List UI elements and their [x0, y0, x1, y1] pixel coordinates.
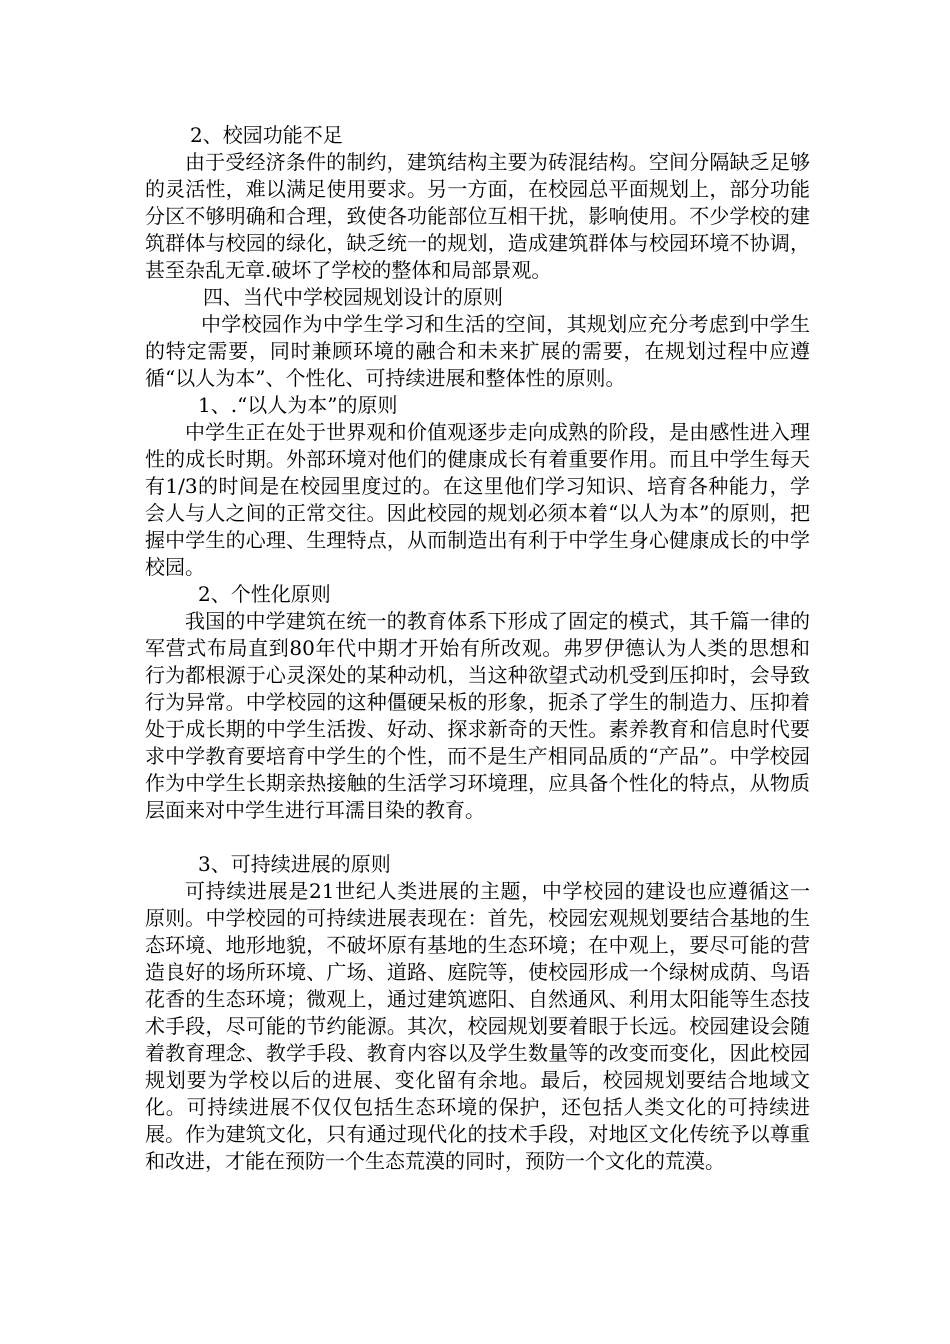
paragraph-campus-function: 由于受经济条件的制约，建筑结构主要为砖混结构。空间分隔缺乏足够的灵活性，难以满足使用要求。另一方面，在校园总平面规划上，部分功能分区不够明确和合理，致使各功能部位互相干扰，影响使用。不少学校的建筑群体与校园的绿化，缺乏统一的规划，造成建筑群体与校园环境不协调，甚至杂乱无章.破坏了学校的整体和局部景观。: [145, 150, 810, 282]
heading-campus-function: 2、校园功能不足: [190, 123, 343, 147]
paragraph-individuality: 我国的中学建筑在统一的教育体系下形成了固定的模式，其千篇一律的军营式布局直到80年代中期才开始有所改观。弗罗伊德认为人类的思想和行为都根源于心灵深处的某种动机，当这种欲望式动机受到压抑时，会导致行为异常。中学校园的这种僵硬呆板的形象，扼杀了学生的制造力、压抑着处于成长期的中学生活拨、好动、探求新奇的天性。素养教育和信息时代要求中学教育要培育中学生的个性，而不是生产相同品质的“产品”。中学校园作为中学生长期亲热接触的生活学习环境理，应具备个性化的特点，从物质层面来对中学生进行耳濡目染的教育。: [145, 609, 810, 822]
heading-people-oriented: 1、.“以人为本”的原则: [198, 393, 398, 417]
heading-sustainable: 3、可持续进展的原则: [198, 852, 391, 876]
paragraph-sustainable: 可持续进展是21世纪人类进展的主题，中学校园的建设也应遵循这一原则。中学校园的可持续进展表现在：首先，校园宏观规划要结合基地的生态环境、地形地貌，不破坏原有基地的生态环境；在中观上，要尽可能的营造良好的场所环境、广场、道路、庭院等，使校园形成一个绿树成荫、鸟语花香的生态环境；微观上，通过建筑遮阳、自然通风、利用太阳能等生态技术手段，尽可能的节约能源。其次，校园规划要着眼于长远。校园建设会随着教育理念、教学手段、教育内容以及学生数量等的改变而变化，因此校园规划要为学校以后的进展、变化留有余地。最后，校园规划要结合地域文化。可持续进展不仅仅包括生态环境的保护，还包括人类文化的可持续进展。作为建筑文化，只有通过现代化的技术手段，对地区文化传统予以尊重和改进，才能在预防一个生态荒漠的同时，预防一个文化的荒漠。: [145, 879, 810, 1173]
blank-line: [145, 824, 810, 851]
paragraph-people-oriented: 中学生正在处于世界观和价值观逐步走向成熟的阶段，是由感性进入理性的成长时期。外部环境对他们的健康成长有着重要作用。而且中学生每天有1/3的时间是在校园里度过的。在这里他们学习知识、培育各种能力，学会人与人之间的正常交往。因此校园的规划必须本着“以人为本”的原则，把握中学生的心理、生理特点，从而制造出有利于中学生身心健康成长的中学校园。: [145, 420, 810, 579]
heading-principles: 四、当代中学校园规划设计的原则: [203, 285, 503, 309]
paragraph-principles: 中学校园作为中学生学习和生活的空间，其规划应充分考虑到中学生的特定需要，同时兼顾环境的融合和未来扩展的需要，在规划过程中应遵循“以人为本”、个性化、可持续进展和整体性的原则。: [145, 312, 810, 390]
heading-individuality: 2、个性化原则: [198, 582, 331, 606]
document-page: [145, 122, 810, 1175]
